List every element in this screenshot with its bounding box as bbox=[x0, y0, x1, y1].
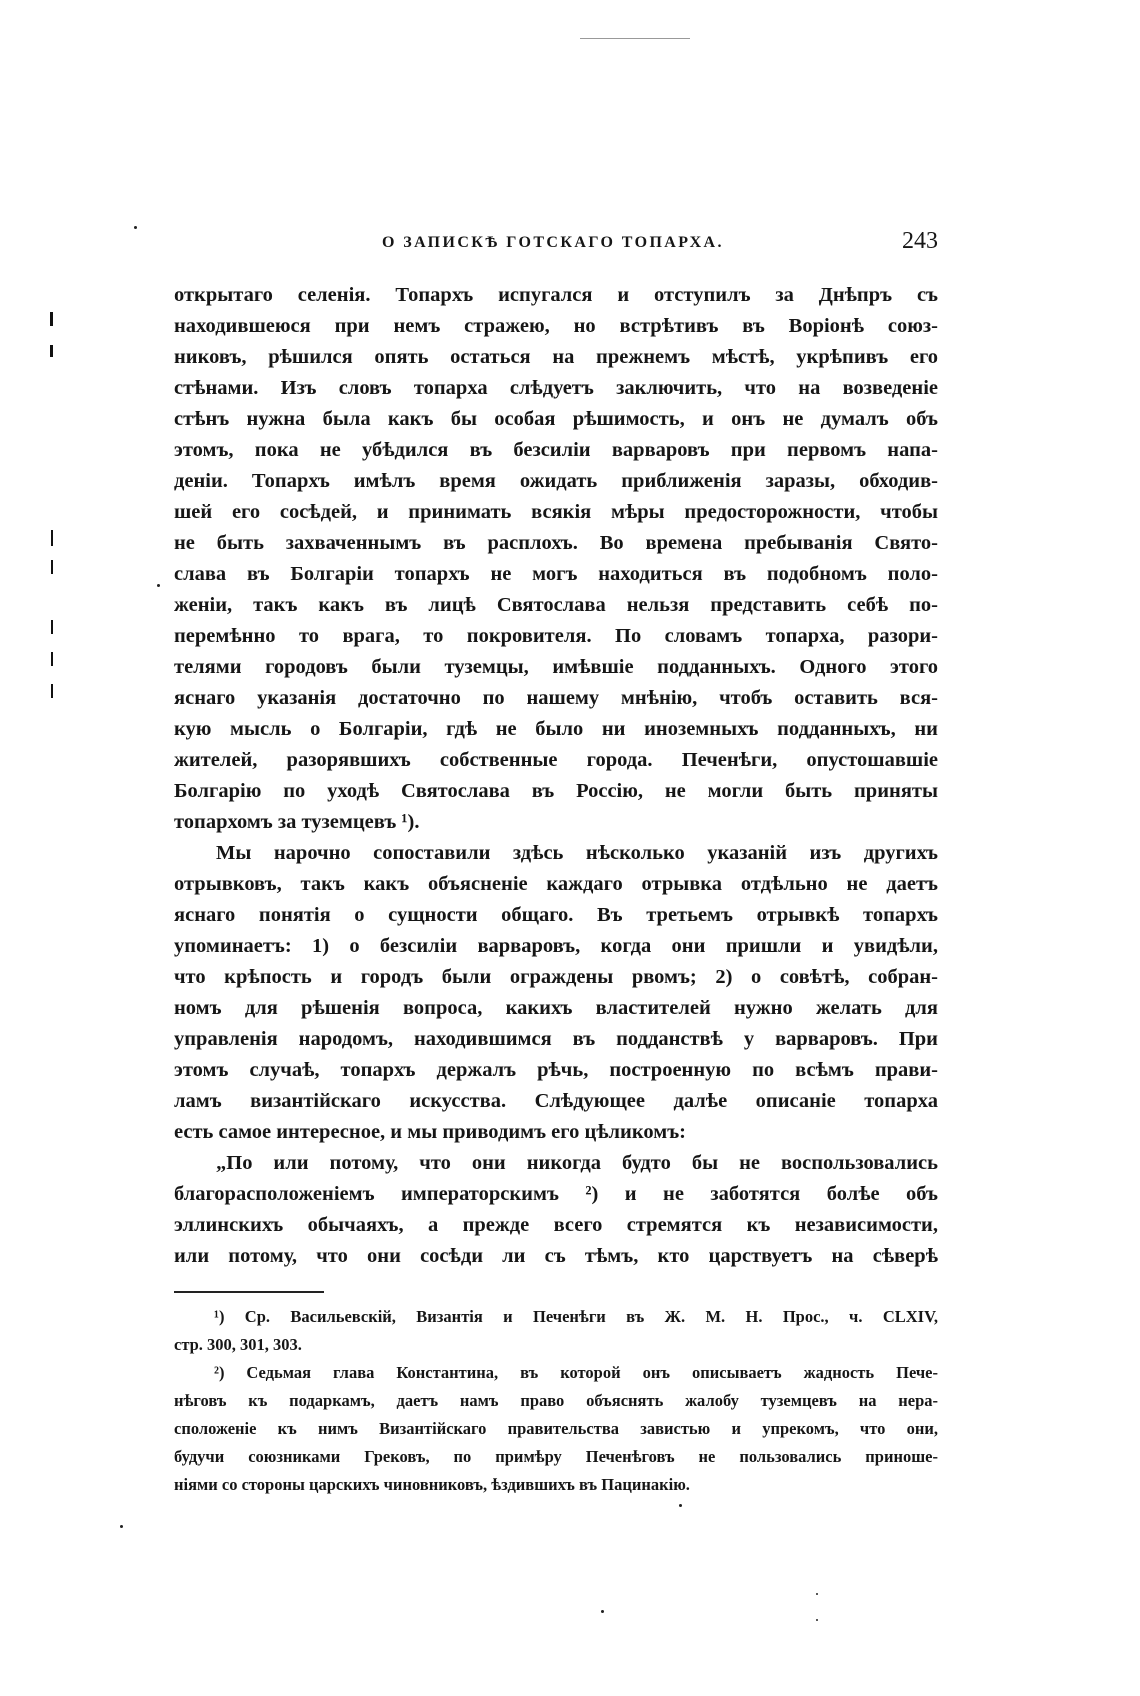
footnote-line: сположеніе къ нимъ Византійскаго правительства завистью и упрекомъ, что они, bbox=[174, 1419, 938, 1438]
scan-mark bbox=[51, 684, 53, 698]
text-line: перемѣнно то врага, то покровителя. По словамъ топарха, разори- bbox=[174, 625, 938, 647]
scan-mark bbox=[51, 652, 53, 666]
scan-mark bbox=[50, 312, 53, 326]
text-line: никовъ, рѣшился опять остаться на прежнемъ мѣстѣ, укрѣпивъ его bbox=[174, 346, 938, 368]
footnote-line: стр. 300, 301, 303. bbox=[174, 1335, 302, 1354]
text-line: деніи. Топархъ имѣлъ время ожидать приближенія заразы, обходив- bbox=[174, 470, 938, 492]
text-line: яснаго указанія достаточно по нашему мнѣнію, чтобъ оставить вся- bbox=[174, 687, 938, 709]
text-line: Мы нарочно сопоставили здѣсь нѣсколько указаній изъ другихъ bbox=[216, 842, 938, 864]
running-title: О ЗАПИСКѢ ГОТСКАГО ТОПАРХА. bbox=[382, 234, 724, 251]
scan-dot bbox=[120, 1525, 123, 1528]
scan-dot bbox=[816, 1619, 818, 1621]
text-line: слава въ Болгаріи топархъ не могъ находиться въ подобномъ поло- bbox=[174, 563, 938, 585]
text-line: упоминаетъ: 1) о безсиліи варваровъ, когда они пришли и увидѣли, bbox=[174, 935, 938, 957]
footnotes bbox=[174, 1303, 938, 1499]
text-line: находившеюся при немъ стражею, но встрѣтивъ въ Воріонѣ союз- bbox=[174, 315, 938, 337]
text-line: есть самое интересное, и мы приводимъ его цѣликомъ: bbox=[174, 1121, 687, 1143]
text-line: открытаго селенія. Топархъ испугался и отступилъ за Днѣпръ съ bbox=[174, 284, 938, 306]
footnote-line: ніями со стороны царскихъ чиновниковъ, ѣздившихъ въ Пацинакію. bbox=[174, 1475, 690, 1494]
text-line: не быть захваченнымъ въ расплохъ. Во времена пребыванія Свято- bbox=[174, 532, 938, 554]
scan-dot bbox=[601, 1610, 604, 1613]
scan-mark bbox=[51, 560, 53, 574]
footnote-line: ²) Седьмая глава Константина, въ которой онъ описываетъ жадность Пече- bbox=[214, 1363, 938, 1382]
scan-mark bbox=[51, 620, 53, 634]
scan-mark bbox=[580, 38, 690, 39]
text-line: жителей, разорявшихъ собственные города. Печенѣги, опустошавшіе bbox=[174, 749, 938, 771]
main-text bbox=[174, 280, 938, 1272]
text-line: Болгарію по уходѣ Святослава въ Россію, не могли быть приняты bbox=[174, 780, 938, 802]
text-line: телями городовъ были туземцы, имѣвшіе подданныхъ. Одного этого bbox=[174, 656, 938, 678]
text-line: эллинскихъ обычаяхъ, а прежде всего стремятся къ независимости, bbox=[174, 1214, 938, 1236]
text-line: ламъ византійскаго искусства. Слѣдующее далѣе описаніе топарха bbox=[174, 1090, 938, 1112]
scan-dot bbox=[816, 1593, 818, 1595]
footnote-line: ¹) Ср. Васильевскій, Византія и Печенѣги въ Ж. М. Н. Прос., ч. CLXIV, bbox=[214, 1307, 938, 1326]
text-line: номъ для рѣшенія вопроса, какихъ властителей нужно желать для bbox=[174, 997, 938, 1019]
text-line: или потому, что они сосѣди ли съ тѣмъ, кто царствуетъ на сѣверѣ bbox=[174, 1245, 938, 1267]
scan-mark bbox=[50, 345, 53, 357]
text-line: этомъ, пока не убѣдился въ безсиліи варваровъ при первомъ напа- bbox=[174, 439, 938, 461]
footnote-separator bbox=[174, 1291, 324, 1293]
text-line: стѣнами. Изъ словъ топарха слѣдуетъ заключить, что на возведеніе bbox=[174, 377, 938, 399]
text-line: этомъ случаѣ, топархъ держалъ рѣчь, построенную по всѣмъ прави- bbox=[174, 1059, 938, 1081]
text-line: шей его сосѣдей, и принимать всякія мѣры предосторожности, чтобы bbox=[174, 501, 938, 523]
text-line: топархомъ за туземцевъ ¹). bbox=[174, 811, 420, 833]
scan-dot bbox=[679, 1504, 682, 1507]
page-header bbox=[174, 228, 938, 258]
footnote-line: будучи союзниками Грековъ, по примѣру Печенѣговъ не пользовались приноше- bbox=[174, 1447, 938, 1466]
scan-dot bbox=[157, 584, 160, 587]
text-line: отрывковъ, такъ какъ объясненіе каждаго отрывка отдѣльно не даетъ bbox=[174, 873, 938, 895]
page-number: 243 bbox=[902, 228, 938, 254]
scan-dot bbox=[134, 226, 137, 229]
text-line: управленія народомъ, находившимся въ подданствѣ у варваровъ. При bbox=[174, 1028, 938, 1050]
text-line: кую мысль о Болгаріи, гдѣ не было ни иноземныхъ подданныхъ, ни bbox=[174, 718, 938, 740]
text-line: что крѣпость и городъ были ограждены рвомъ; 2) о совѣтѣ, собран- bbox=[174, 966, 938, 988]
scan-mark bbox=[51, 530, 53, 546]
footnote-line: нѣговъ къ подаркамъ, даетъ намъ право объяснять жалобу туземцевъ на нера- bbox=[174, 1391, 938, 1410]
text-line: „По или потому, что они никогда будто бы не воспользовались bbox=[216, 1152, 938, 1174]
text-line: стѣнъ нужна была какъ бы особая рѣшимость, и онъ не думалъ объ bbox=[174, 408, 938, 430]
text-line: женіи, такъ какъ въ лицѣ Святослава нельзя представить себѣ по- bbox=[174, 594, 938, 616]
text-line: благорасположеніемъ императорскимъ ²) и не заботятся болѣе объ bbox=[174, 1183, 938, 1205]
text-line: яснаго понятія о сущности общаго. Въ третьемъ отрывкѣ топархъ bbox=[174, 904, 938, 926]
